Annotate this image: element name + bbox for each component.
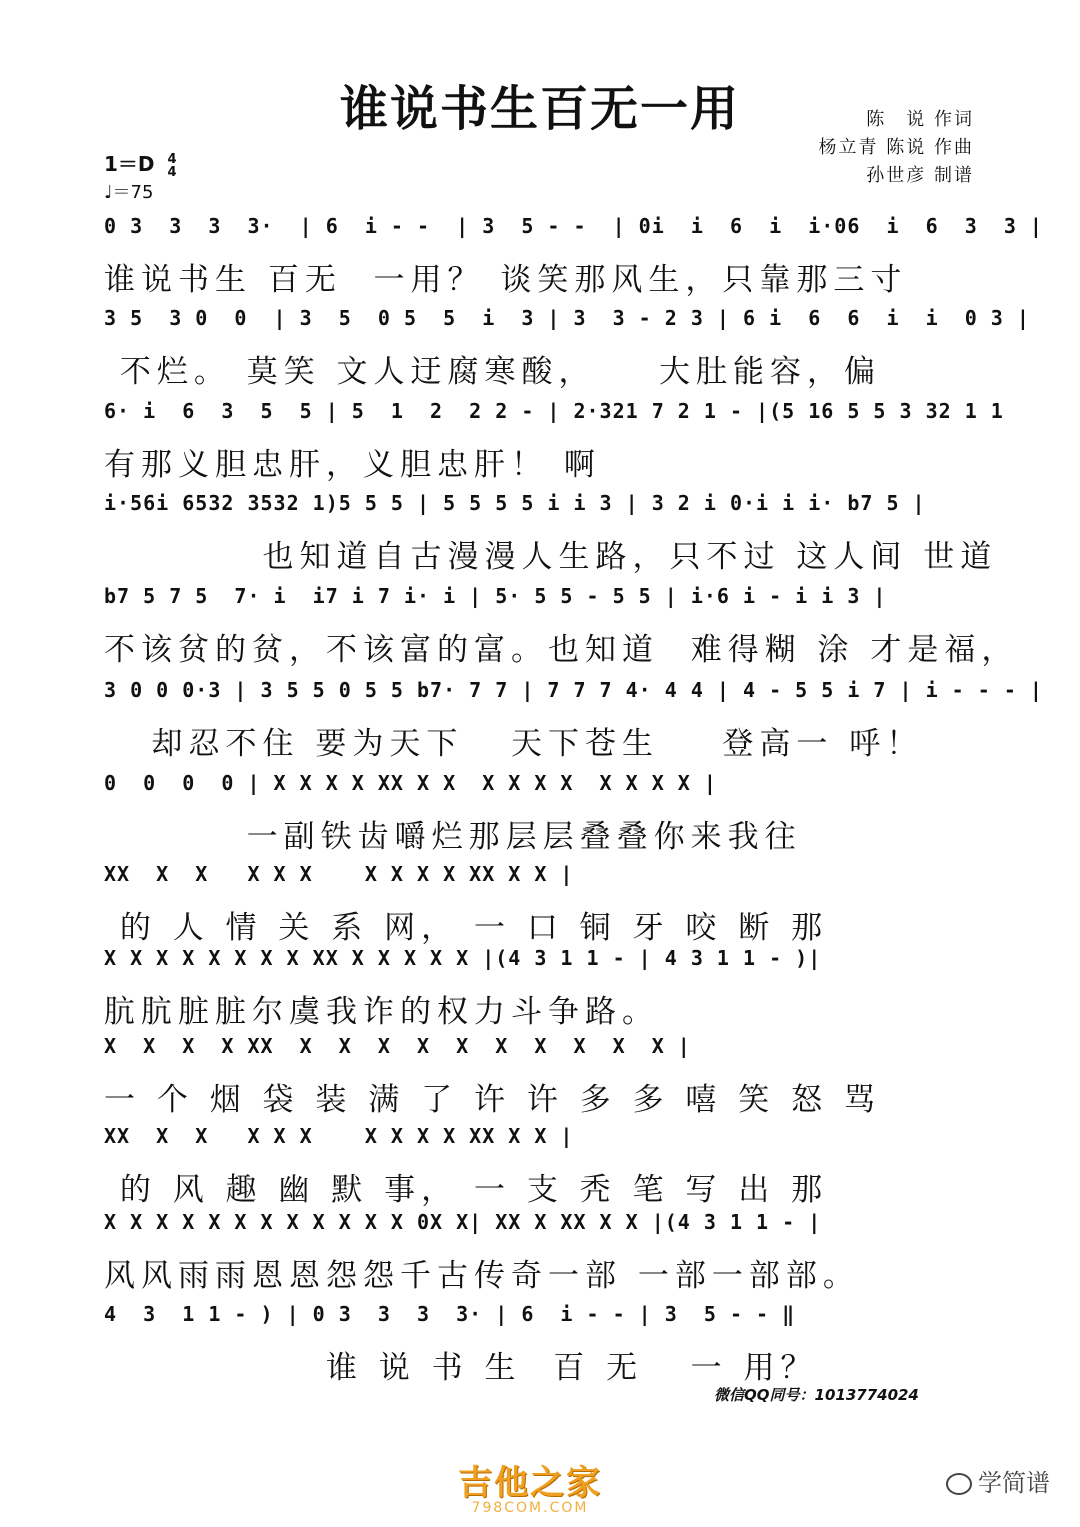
notation-row: XX X X X X X X X X X XX X X | [104, 862, 574, 886]
tempo-marking: ♩＝75 [104, 182, 154, 203]
notation-row: b7 5 7 5 7· i i7 i 7 i· i | 5· 5 5 - 5 5 | i·6 i - i i 3 | [104, 584, 887, 608]
notation-row: 3 5 3 0 0 | 3 5 0 5 5 i 3 | 3 3 - 2 3 | 6 i 6 6 i i 0 3 | [104, 306, 1030, 330]
notation-row: 0 3 3 3 3· | 6 i - - | 3 5 - - | 0i i 6 i i·06 i 6 3 3 | [104, 214, 1043, 238]
lyricist: 陈 说 作词 [866, 109, 974, 130]
notation-row: i·56i 6532 3532 1)5 5 5 | 5 5 5 5 i i 3 | 3 2 i 0·i i i· b7 5 | [104, 491, 926, 515]
arranger: 孙世彦 制谱 [866, 165, 974, 186]
wechat-icon [946, 1473, 972, 1495]
credits [819, 106, 974, 190]
notation-row: X X X X X X X X X X X X 0X X| XX X XX X X |(4 3 1 1 - | [104, 1210, 822, 1234]
contact-text: 微信QQ同号：1013774024 [714, 1386, 919, 1404]
lyric-row: 风风雨雨恩恩怨怨千古传奇一部 一部一部部。 [104, 1258, 860, 1294]
lyric-row: 一副铁齿嚼烂那层层叠叠你来我往 [104, 819, 802, 855]
lyric-row: 的 风 趣 幽 默 事， 一 支 秃 笔 写 出 那 [104, 1172, 829, 1208]
site-logo [458, 1455, 602, 1516]
notation-row: 0 0 0 0 | X X X X XX X X X X X X X X X X | [104, 771, 717, 795]
logo-subtext: 798COM.COM [471, 1500, 589, 1516]
lyric-row: 也知道自古漫漫人生路，只不过 这人间 世道 [104, 539, 998, 575]
lyric-row: 一 个 烟 袋 装 满 了 许 许 多 多 嘻 笑 怒 骂 [104, 1082, 881, 1118]
notation-row: XX X X X X X X X X X XX X X | [104, 1124, 574, 1148]
key-label: 1＝D [104, 152, 155, 176]
notation-row: 4 3 1 1 - ) | 0 3 3 3 3· | 6 i - - | 3 5 - - ‖ [104, 1302, 796, 1326]
lyric-row: 肮肮脏脏尔虞我诈的权力斗争路。 [104, 994, 659, 1030]
time-bottom: 4 [167, 164, 177, 180]
key-signature [104, 148, 177, 179]
logo-text: 吉他之家 [458, 1463, 602, 1503]
notation-row: 3 0 0 0·3 | 3 5 5 0 5 5 b7· 7 7 | 7 7 7 4· 4 4 | 4 - 5 5 i 7 | i - - - | [104, 678, 1043, 702]
lyric-row: 不烂。 莫笑 文人迂腐寒酸， 大肚能容，偏 [104, 354, 881, 390]
lyric-row: 却忍不住 要为天下 天下苍生 登高一 呼！ [104, 726, 924, 762]
time-top: 4 [167, 151, 177, 167]
notation-row: X X X X XX X X X X X X X X X X | [104, 1034, 691, 1058]
wechat-badge [946, 1463, 1050, 1498]
lyric-row: 谁说书生 百无 一用？ 谈笑那风生，只靠那三寸 [104, 262, 908, 298]
notation-row: X X X X X X X X XX X X X X X |(4 3 1 1 - | 4 3 1 1 - )| [104, 946, 822, 970]
time-signature [168, 153, 177, 179]
lyric-row: 有那义胆忠肝，义胆忠肝！ 啊 [104, 447, 601, 483]
lyric-row: 不该贫的贫，不该富的富。也知道 难得糊 涂 才是福， [104, 632, 1019, 668]
lyric-row: 的 人 情 关 系 网， 一 口 铜 牙 咬 断 那 [104, 910, 829, 946]
composer: 杨立青 陈说 作曲 [818, 137, 974, 158]
notation-row: 6· i 6 3 5 5 | 5 1 2 2 2 - | 2·321 7 2 1 - |(5 16 5 5 3 32 1 1 [104, 399, 1004, 423]
song-title: 谁说书生百无一用 [339, 81, 740, 137]
lyric-row: 谁 说 书 生 百 无 一 用？ [104, 1350, 818, 1386]
wechat-label: 学简谱 [978, 1469, 1050, 1497]
